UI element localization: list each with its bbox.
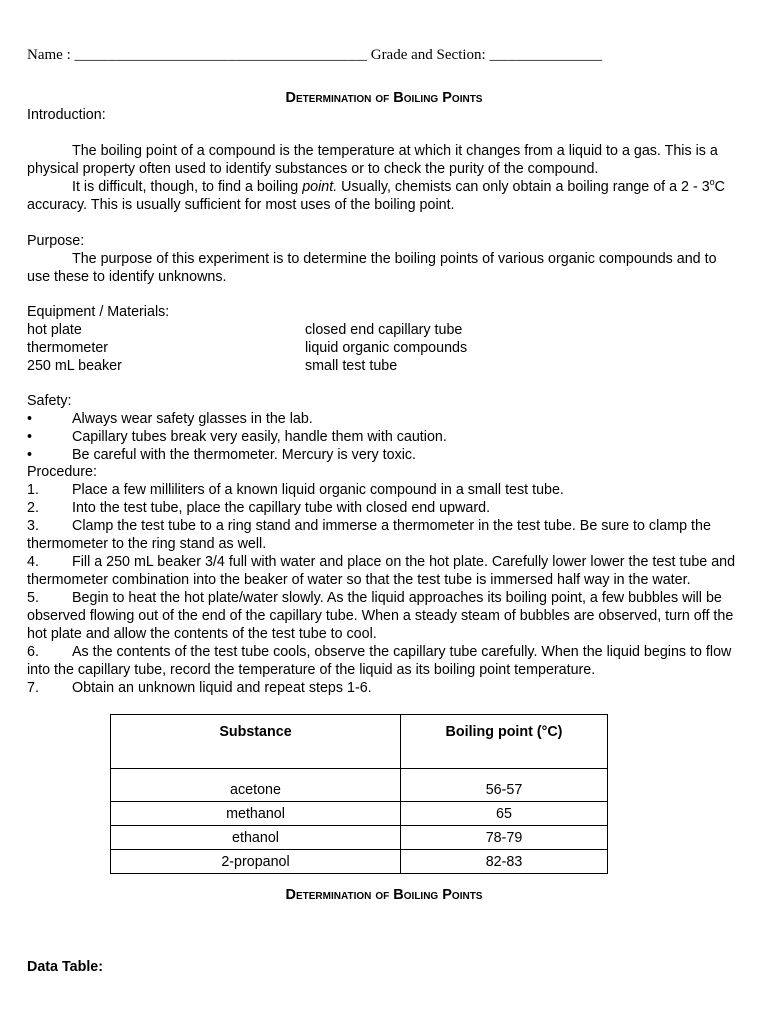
procedure-step bbox=[27, 679, 741, 697]
procedure-heading: Procedure: bbox=[27, 464, 97, 480]
name-grade-section-line: Name : _______________________________________ Grade and Section: _______________ bbox=[27, 47, 602, 63]
equipment-item: liquid organic compounds bbox=[305, 340, 468, 356]
procedure-step bbox=[27, 517, 741, 553]
table-cell-boiling-point: 56-57 bbox=[401, 769, 608, 802]
section-title-2: Determination of Boiling Points bbox=[285, 887, 483, 903]
safety-item bbox=[27, 410, 741, 428]
safety-item-text: Always wear safety glasses in the lab. bbox=[72, 411, 313, 427]
safety-item-text: Capillary tubes break very easily, handle them with caution. bbox=[72, 429, 447, 445]
equipment-item: thermometer bbox=[27, 340, 109, 356]
purpose-heading: Purpose: bbox=[27, 233, 85, 249]
document-title: Determination of Boiling Points bbox=[285, 90, 483, 106]
table-row bbox=[111, 769, 608, 802]
step-text: Into the test tube, place the capillary tube with closed end upward. bbox=[72, 500, 491, 516]
procedure-section bbox=[27, 463, 741, 697]
table-cell-substance: ethanol bbox=[111, 826, 401, 850]
introduction-heading: Introduction: bbox=[27, 107, 106, 123]
data-table-label: Data Table: bbox=[27, 959, 104, 975]
bullet-icon: • bbox=[27, 411, 33, 427]
step-number: 3. bbox=[27, 518, 39, 534]
step-number: 4. bbox=[27, 554, 39, 570]
safety-section bbox=[27, 392, 741, 464]
equipment-heading: Equipment / Materials: bbox=[27, 304, 170, 320]
equipment-item: hot plate bbox=[27, 322, 82, 338]
table-cell-substance: methanol bbox=[111, 802, 401, 826]
procedure-step bbox=[27, 553, 741, 589]
safety-item-text: Be careful with the thermometer. Mercury is very toxic. bbox=[72, 447, 417, 463]
equipment-section bbox=[27, 303, 741, 375]
safety-item bbox=[27, 446, 741, 464]
table-row bbox=[111, 826, 608, 850]
table-header-row bbox=[111, 715, 608, 769]
step-text: Place a few milliliters of a known liquid organic compound in a small test tube. bbox=[72, 482, 564, 498]
introduction-paragraph-1: The boiling point of a compound is the temperature at which it changes from a liquid to a gas. This is a physical property often used to identify substances or to check the purity of the compound. bbox=[27, 143, 718, 177]
step-text: Fill a 250 mL beaker 3/4 full with water and place on the hot plate. Carefully lower lower the test tube and thermometer combination into the beaker of water so that the test tube is immersed half way in the water. bbox=[27, 554, 736, 588]
step-text: Obtain an unknown liquid and repeat steps 1-6. bbox=[72, 680, 372, 696]
introduction-paragraph-2: It is difficult, though, to find a boiling point. Usually, chemists can only obtain a boiling range of a 2 - 3$^o$C accuracy. This is usually sufficient for most uses of the boiling point. bbox=[27, 177, 725, 213]
table-cell-boiling-point: 78-79 bbox=[401, 826, 608, 850]
step-number: 2. bbox=[27, 500, 39, 516]
table-cell-boiling-point: 65 bbox=[401, 802, 608, 826]
introduction-section bbox=[27, 106, 741, 214]
equipment-row bbox=[27, 321, 741, 339]
procedure-step bbox=[27, 499, 741, 517]
equipment-row bbox=[27, 357, 741, 375]
purpose-section bbox=[27, 232, 741, 286]
step-text: Begin to heat the hot plate/water slowly. As the liquid approaches its boiling point, a few bubbles will be observed flowing out of the end of the capillary tube. When a steady steam of bubbles are observed, turn off the hot plate and allow the contents of the test tube to cool. bbox=[27, 590, 734, 642]
step-number: 1. bbox=[27, 482, 39, 498]
table-cell-substance: acetone bbox=[111, 769, 401, 802]
table-cell-substance: 2-propanol bbox=[111, 850, 401, 874]
table-cell-boiling-point: 82-83 bbox=[401, 850, 608, 874]
step-number: 7. bbox=[27, 680, 39, 696]
table-header-substance: Substance bbox=[111, 715, 401, 769]
safety-item bbox=[27, 428, 741, 446]
table-row bbox=[111, 802, 608, 826]
boiling-point-table bbox=[110, 714, 608, 874]
bullet-icon: • bbox=[27, 447, 33, 463]
equipment-row bbox=[27, 339, 741, 357]
table-header-boiling-point: Boiling point (°C) bbox=[401, 715, 608, 769]
table-row bbox=[111, 850, 608, 874]
step-number: 6. bbox=[27, 644, 39, 660]
step-text: Clamp the test tube to a ring stand and immerse a thermometer in the test tube. Be sure to clamp the thermometer to the ring stand as well. bbox=[27, 518, 711, 552]
procedure-step bbox=[27, 481, 741, 499]
equipment-item: 250 mL beaker bbox=[27, 358, 122, 374]
step-number: 5. bbox=[27, 590, 39, 606]
procedure-step bbox=[27, 643, 741, 679]
procedure-step bbox=[27, 589, 741, 643]
safety-heading: Safety: bbox=[27, 393, 72, 409]
step-text: As the contents of the test tube cools, observe the capillary tube carefully. When the liquid begins to flow into the capillary tube, record the temperature of the liquid as its boiling point temperature. bbox=[27, 644, 732, 678]
purpose-text: The purpose of this experiment is to determine the boiling points of various organic compounds and to use these to identify unknowns. bbox=[27, 251, 717, 285]
equipment-item: small test tube bbox=[305, 358, 398, 374]
bullet-icon: • bbox=[27, 429, 33, 445]
equipment-item: closed end capillary tube bbox=[305, 322, 463, 338]
